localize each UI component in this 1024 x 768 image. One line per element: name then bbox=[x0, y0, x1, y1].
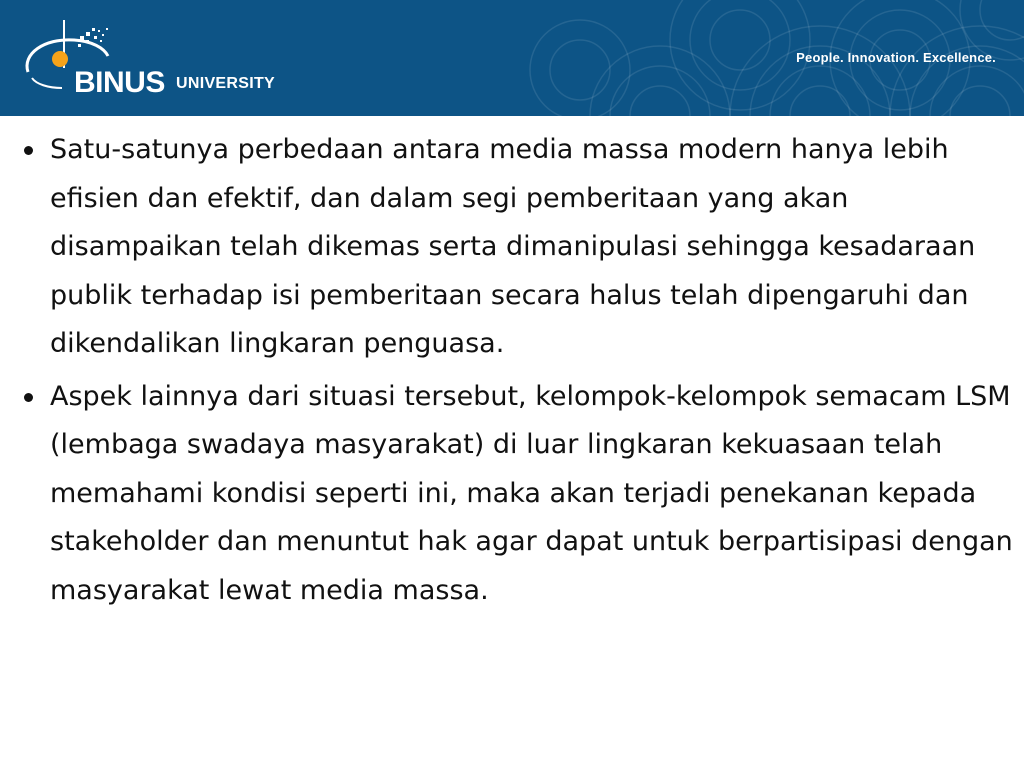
logo-binus-text: BINUS bbox=[74, 66, 165, 99]
bullet-list bbox=[24, 126, 1014, 615]
bullet-icon bbox=[24, 393, 33, 402]
logo-university-text: UNIVERSITY bbox=[176, 75, 276, 92]
bullet-icon bbox=[24, 146, 33, 155]
bullet-text: Satu-satunya perbedaan antara media massa modern hanya lebih efisien dan efektif, dan dalam segi pemberitaan yang akan disampaikan telah dikemas serta dimanipulasi sehingga kesadaraan publik terhadap isi pemberitaan secara halus telah dipengaruhi dan dikendalikan lingkaran penguasa. bbox=[50, 134, 976, 359]
slide-body bbox=[24, 126, 1014, 619]
header-banner bbox=[0, 0, 1024, 116]
bullet-item bbox=[24, 373, 1014, 616]
bullet-text: Aspek lainnya dari situasi tersebut, kelompok-kelompok semacam LSM (lembaga swadaya masyarakat) di luar lingkaran kekuasaan telah memahami kondisi seperti ini, maka akan terjadi penekanan kepada stakeholder dan menuntut hak agar dapat untuk berpartisipasi dengan masyarakat lewat media massa. bbox=[50, 380, 1013, 606]
bullet-item bbox=[24, 126, 1014, 369]
binus-logo bbox=[18, 18, 308, 104]
tagline: People. Innovation. Excellence. bbox=[796, 50, 996, 65]
